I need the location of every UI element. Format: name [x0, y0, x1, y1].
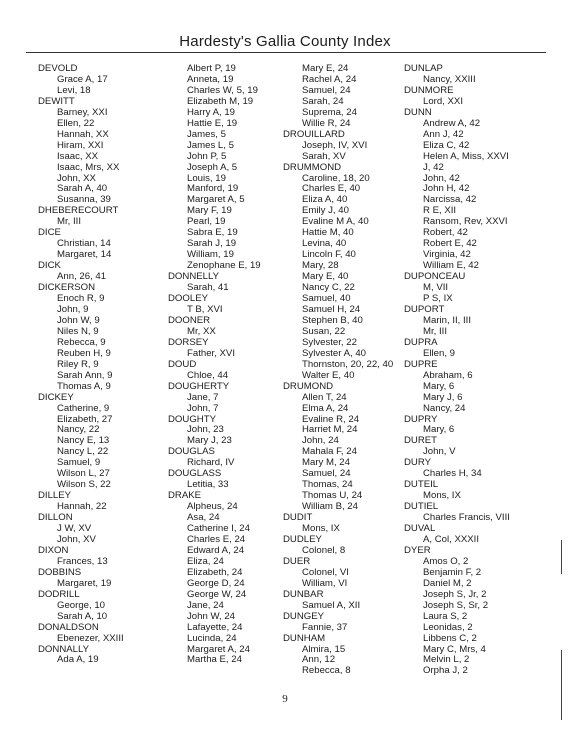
index-given-name-entry: Hannah, XX	[57, 128, 109, 140]
index-given-name-entry: James, 5	[187, 128, 226, 140]
index-given-name-entry: Helen A, Miss, XXVI	[423, 150, 509, 162]
index-given-name-entry: Benjamin F, 2	[423, 566, 482, 578]
index-given-name-entry: Edward A, 24	[187, 544, 245, 556]
index-given-name-entry: Sarah J, 19	[187, 238, 237, 250]
index-given-name-entry: Robert E, 42	[423, 238, 477, 250]
index-given-name-entry: Enoch R, 9	[57, 293, 105, 305]
index-given-name-entry: Mary, 6	[423, 424, 455, 436]
index-given-name-entry: Emily J, 40	[302, 205, 349, 217]
index-given-name-entry: Mary, 28	[302, 260, 339, 272]
index-given-name-entry: Letitia, 33	[187, 479, 229, 491]
index-surname: DOONER	[168, 314, 211, 326]
index-given-name-entry: John, 42	[423, 172, 460, 184]
index-given-name-entry: Harry A, 19	[187, 106, 235, 118]
index-given-name-entry: Hannah, 22	[57, 501, 107, 513]
index-given-name-entry: Hattie E, 19	[187, 117, 238, 129]
index-surname: DUVAL	[404, 523, 436, 535]
index-given-name-entry: Ann, 26, 41	[57, 271, 107, 283]
index-given-name-entry: Barney, XXI	[57, 106, 108, 118]
index-given-name-entry: Sarah, XV	[302, 150, 346, 162]
index-given-name-entry: Mons, IX	[423, 490, 461, 502]
index-given-name-entry: Wilson L, 27	[57, 468, 110, 480]
index-given-name-entry: Lafayette, 24	[187, 621, 243, 633]
index-surname: DOOLEY	[168, 293, 208, 305]
index-given-name-entry: George W, 24	[187, 588, 247, 600]
index-given-name-entry: Susan, 22	[302, 325, 346, 337]
index-surname: DUNLAP	[404, 63, 443, 74]
index-given-name-entry: John, V	[423, 446, 456, 458]
page-number: 9	[282, 693, 288, 705]
scan-edge-mark	[561, 540, 562, 574]
index-given-name-entry: Leonidas, 2	[423, 621, 473, 633]
index-surname: DICKERSON	[38, 282, 96, 294]
index-given-name-entry: Eliza C, 42	[423, 139, 470, 151]
index-given-name-entry: Robert, 42	[423, 227, 468, 239]
index-surname: DUPONCEAU	[404, 271, 466, 283]
index-given-name-entry: Willie R, 24	[302, 117, 351, 129]
index-given-name-entry: Hiram, XXI	[57, 139, 104, 151]
index-given-name-entry: Daniel M, 2	[423, 577, 472, 589]
index-given-name-entry: Harriet M, 24	[302, 424, 358, 436]
index-surname: DUDLEY	[283, 533, 322, 545]
index-given-name-entry: Nancy E, 13	[57, 435, 110, 447]
index-given-name-entry: Joseph, IV, XVI	[302, 139, 368, 151]
index-given-name-entry: P S, IX	[423, 293, 453, 305]
index-given-name-entry: Jane, 7	[187, 391, 219, 403]
index-given-name-entry: Colonel, VI	[302, 566, 349, 578]
index-given-name-entry: Niles N, 9	[57, 325, 99, 337]
index-surname: DOUGHERTY	[168, 380, 230, 392]
index-given-name-entry: Isaac, Mrs, XX	[57, 161, 120, 173]
index-surname: DONNELLY	[168, 271, 220, 283]
index-given-name-entry: Sabra E, 19	[187, 227, 238, 239]
index-given-name-entry: Nancy C, 22	[302, 282, 355, 294]
index-given-name-entry: Margaret, 19	[57, 577, 112, 589]
index-given-name-entry: Ebenezer, XXIII	[57, 632, 124, 644]
index-given-name-entry: John P, 5	[187, 150, 227, 162]
index-given-name-entry: Zenophane E, 19	[187, 260, 261, 272]
index-given-name-entry: John H, 42	[423, 183, 470, 195]
index-surname: DRAKE	[168, 490, 202, 502]
index-surname: DOUGHTY	[168, 413, 216, 425]
index-given-name-entry: Sarah, 24	[302, 95, 344, 107]
index-given-name-entry: R E, XII	[423, 205, 457, 217]
index-given-name-entry: Joseph A, 5	[187, 161, 238, 173]
index-given-name-entry: Martha E, 24	[187, 654, 242, 666]
index-given-name-entry: Nancy, 22	[57, 424, 100, 436]
index-given-name-entry: Rachel A, 24	[302, 73, 357, 85]
index-given-name-entry: Anneta, 19	[187, 73, 234, 85]
index-given-name-entry: Alpheus, 24	[187, 501, 238, 513]
index-surname: DROUILLARD	[283, 128, 345, 140]
index-given-name-entry: Riley R, 9	[57, 358, 99, 370]
index-given-name-entry: Suprema, 24	[302, 106, 357, 118]
index-column-2	[168, 64, 298, 666]
index-surname: DILLEY	[38, 490, 72, 502]
index-given-name-entry: Rebecca, 9	[57, 336, 106, 348]
index-given-name-entry: Nancy L, 22	[57, 446, 109, 458]
index-given-name-entry: Rebecca, 8	[302, 665, 351, 677]
index-given-name-entry: John, XV	[57, 533, 96, 545]
index-given-name-entry: John, 23	[187, 424, 224, 436]
index-given-name-entry: Grace A, 17	[57, 73, 108, 85]
index-given-name-entry: Ellen, 22	[57, 117, 95, 129]
index-surname: DURET	[404, 435, 438, 447]
index-surname: DORSEY	[168, 336, 209, 348]
index-surname: DEVOLD	[38, 63, 78, 74]
index-given-name-entry: Wilson S, 22	[57, 479, 111, 491]
index-given-name-entry: Amos O, 2	[423, 555, 469, 567]
index-given-name-entry: Mr, XX	[187, 325, 216, 337]
index-given-name-entry: Ellen, 9	[423, 347, 455, 359]
index-given-name-entry: Margaret A, 24	[187, 643, 250, 655]
index-given-name-entry: Mary J, 23	[187, 435, 232, 447]
index-given-name-entry: Susanna, 39	[57, 194, 111, 206]
index-given-name-entry: Asa, 24	[187, 512, 220, 524]
index-given-name-entry: Frances, 13	[57, 555, 108, 567]
index-given-name-entry: M, VII	[423, 282, 449, 294]
index-given-name-entry: Nancy, 24	[423, 402, 466, 414]
index-surname: DODRILL	[38, 588, 80, 600]
index-given-name-entry: Thomas A, 9	[57, 380, 111, 392]
index-surname: DUPRY	[404, 413, 438, 425]
index-given-name-entry: John W, 24	[187, 610, 235, 622]
index-given-name-entry: Christian, 14	[57, 238, 111, 250]
index-given-name-entry: Levina, 40	[302, 238, 347, 250]
index-given-name-entry: Ann, 12	[302, 654, 336, 666]
index-surname: DUNMORE	[404, 84, 454, 96]
index-given-name-entry: Melvin L, 2	[423, 654, 470, 666]
index-given-name-entry: Manford, 19	[187, 183, 239, 195]
index-given-name-entry: Charles E, 40	[302, 183, 361, 195]
index-surname: DEWITT	[38, 95, 75, 107]
index-given-name-entry: Samuel, 24	[302, 468, 351, 480]
index-given-name-entry: Isaac, XX	[57, 150, 99, 162]
index-surname: DYER	[404, 544, 431, 556]
index-surname: DUTEIL	[404, 479, 439, 491]
index-given-name-entry: Mary J, 6	[423, 391, 463, 403]
index-given-name-entry: Margaret A, 5	[187, 194, 245, 206]
index-given-name-entry: Allen T, 24	[302, 391, 347, 403]
index-given-name-entry: Mary M, 24	[302, 457, 350, 469]
index-given-name-entry: Evaline R, 24	[302, 413, 360, 425]
page-title: Hardesty's Gallia County Index	[179, 33, 391, 50]
index-given-name-entry: Evaline M A, 40	[302, 216, 369, 228]
index-given-name-entry: Lord, XXI	[423, 95, 463, 107]
index-surname: DOUGLAS	[168, 446, 215, 458]
index-given-name-entry: John W, 9	[57, 314, 100, 326]
index-given-name-entry: Samuel H, 24	[302, 303, 361, 315]
index-given-name-entry: Hattie M, 40	[302, 227, 354, 239]
index-given-name-entry: Samuel, 40	[302, 293, 351, 305]
index-given-name-entry: William, 19	[187, 249, 234, 261]
index-given-name-entry: Sarah A, 10	[57, 610, 108, 622]
index-given-name-entry: Sylvester A, 40	[302, 347, 366, 359]
index-given-name-entry: William E, 42	[423, 260, 479, 272]
index-surname: DUPRE	[404, 358, 438, 370]
index-given-name-entry: Stephen B, 40	[302, 314, 363, 326]
title-rule	[26, 52, 546, 53]
index-given-name-entry: Margaret, 14	[57, 249, 112, 261]
index-given-name-entry: Narcissa, 42	[423, 194, 477, 206]
index-given-name-entry: Jane, 24	[187, 599, 224, 611]
index-given-name-entry: Eliza A, 40	[302, 194, 348, 206]
index-surname: DILLON	[38, 512, 73, 524]
index-surname: DUNN	[404, 106, 432, 118]
index-given-name-entry: Pearl, 19	[187, 216, 226, 228]
index-given-name-entry: Laura S, 2	[423, 610, 468, 622]
index-surname: DICK	[38, 260, 61, 272]
index-given-name-entry: Ada A, 19	[57, 654, 99, 666]
index-given-name-entry: Orpha J, 2	[423, 665, 468, 677]
index-given-name-entry: J W, XV	[57, 523, 92, 535]
index-given-name-entry: Mary E, 40	[302, 271, 349, 283]
index-given-name-entry: Joseph S, Jr, 2	[423, 588, 487, 600]
index-surname: DIXON	[38, 544, 69, 556]
index-surname: DUER	[283, 555, 311, 567]
index-given-name-entry: Samuel, 24	[302, 84, 351, 96]
index-given-name-entry: Chloe, 44	[187, 369, 229, 381]
index-surname: DUNGEY	[283, 610, 325, 622]
index-surname: DICE	[38, 227, 61, 239]
index-surname: DONALDSON	[38, 621, 99, 633]
index-given-name-entry: Libbens C, 2	[423, 632, 477, 644]
index-surname: DICKEY	[38, 391, 74, 403]
index-surname: DUPORT	[404, 303, 445, 315]
index-given-name-entry: William, VI	[302, 577, 348, 589]
index-given-name-entry: Reuben H, 9	[57, 347, 111, 359]
index-given-name-entry: Andrew A, 42	[423, 117, 481, 129]
index-surname: DURY	[404, 457, 432, 469]
index-given-name-entry: Nancy, XXIII	[423, 73, 476, 85]
index-surname: DUNHAM	[283, 632, 326, 644]
index-given-name-entry: T B, XVI	[187, 303, 223, 315]
index-column-4	[404, 64, 534, 677]
index-given-name-entry: Father, XVI	[187, 347, 235, 359]
index-given-name-entry: Elma A, 24	[302, 402, 349, 414]
index-given-name-entry: Elizabeth M, 19	[187, 95, 254, 107]
index-given-name-entry: Mr, III	[57, 216, 81, 228]
index-given-name-entry: Marin, II, III	[423, 314, 471, 326]
index-given-name-entry: Thomas, 24	[302, 479, 353, 491]
index-surname: DRUMOND	[283, 380, 334, 392]
index-given-name-entry: Joseph S, Sr, 2	[423, 599, 489, 611]
index-given-name-entry: Mary F, 19	[187, 205, 232, 217]
index-given-name-entry: Samuel, 9	[57, 457, 101, 469]
index-given-name-entry: John, 7	[187, 402, 219, 414]
index-given-name-entry: Louis, 19	[187, 172, 226, 184]
index-given-name-entry: Mary C, Mrs, 4	[423, 643, 486, 655]
index-given-name-entry: Thornston, 20, 22, 40	[302, 358, 394, 370]
index-surname: DUNBAR	[283, 588, 324, 600]
index-given-name-entry: Almira, 15	[302, 643, 346, 655]
index-surname: DONNALLY	[38, 643, 90, 655]
index-given-name-entry: Albert P, 19	[187, 63, 236, 74]
index-given-name-entry: Catherine I, 24	[187, 523, 250, 535]
index-given-name-entry: James L, 5	[187, 139, 234, 151]
index-surname: DHEBERECOURT	[38, 205, 119, 217]
index-given-name-entry: Eliza, 24	[187, 555, 224, 567]
index-column-1	[38, 64, 168, 666]
index-given-name-entry: John, XX	[57, 172, 96, 184]
index-given-name-entry: Mahala F, 24	[302, 446, 357, 458]
index-given-name-entry: Sylvester, 22	[302, 336, 357, 348]
index-given-name-entry: Sarah, 41	[187, 282, 229, 294]
index-given-name-entry: Ransom, Rev, XXVI	[423, 216, 508, 228]
index-given-name-entry: Mons, IX	[302, 523, 340, 535]
index-given-name-entry: Walter E, 40	[302, 369, 355, 381]
index-given-name-entry: Samuel A, XII	[302, 599, 361, 611]
index-given-name-entry: Sarah Ann, 9	[57, 369, 113, 381]
index-column-3	[283, 64, 413, 677]
index-surname: DOUD	[168, 358, 197, 370]
index-surname: DUPRA	[404, 336, 438, 348]
index-given-name-entry: Mary E, 24	[302, 63, 349, 74]
index-given-name-entry: Elizabeth, 27	[57, 413, 113, 425]
index-given-name-entry: John, 9	[57, 303, 89, 315]
index-surname: DUDIT	[283, 512, 313, 524]
index-surname: DUTIEL	[404, 501, 439, 513]
index-given-name-entry: Colonel, 8	[302, 544, 346, 556]
index-given-name-entry: Charles E, 24	[187, 533, 246, 545]
index-given-name-entry: Virginia, 42	[423, 249, 471, 261]
index-surname: DOBBINS	[38, 566, 82, 578]
index-given-name-entry: William B, 24	[302, 501, 358, 513]
index-given-name-entry: Thomas U, 24	[302, 490, 363, 502]
index-given-name-entry: J, 42	[423, 161, 444, 173]
index-given-name-entry: Caroline, 18, 20	[302, 172, 370, 184]
index-given-name-entry: Fannie, 37	[302, 621, 348, 633]
index-given-name-entry: Richard, IV	[187, 457, 235, 469]
index-given-name-entry: Mary, 6	[423, 380, 455, 392]
index-given-name-entry: Lincoln F, 40	[302, 249, 356, 261]
index-given-name-entry: Levi, 18	[57, 84, 91, 96]
index-given-name-entry: Ann J, 42	[423, 128, 464, 140]
index-given-name-entry: Catherine, 9	[57, 402, 110, 414]
index-given-name-entry: Lucinda, 24	[187, 632, 237, 644]
index-given-name-entry: Elizabeth, 24	[187, 566, 243, 578]
index-given-name-entry: George, 10	[57, 599, 106, 611]
index-given-name-entry: Charles W, 5, 19	[187, 84, 258, 96]
index-surname: DOUGLASS	[168, 468, 222, 480]
index-given-name-entry: Abraham, 6	[423, 369, 473, 381]
index-surname: DRUMMOND	[283, 161, 342, 173]
index-given-name-entry: Charles H, 34	[423, 468, 482, 480]
index-given-name-entry: John, 24	[302, 435, 339, 447]
index-given-name-entry: A, Col, XXXII	[423, 533, 479, 545]
scan-edge-mark	[561, 650, 562, 720]
index-given-name-entry: Charles Francis, VIII	[423, 512, 510, 524]
index-given-name-entry: George D, 24	[187, 577, 245, 589]
index-given-name-entry: Mr, III	[423, 325, 447, 337]
index-given-name-entry: Sarah A, 40	[57, 183, 108, 195]
